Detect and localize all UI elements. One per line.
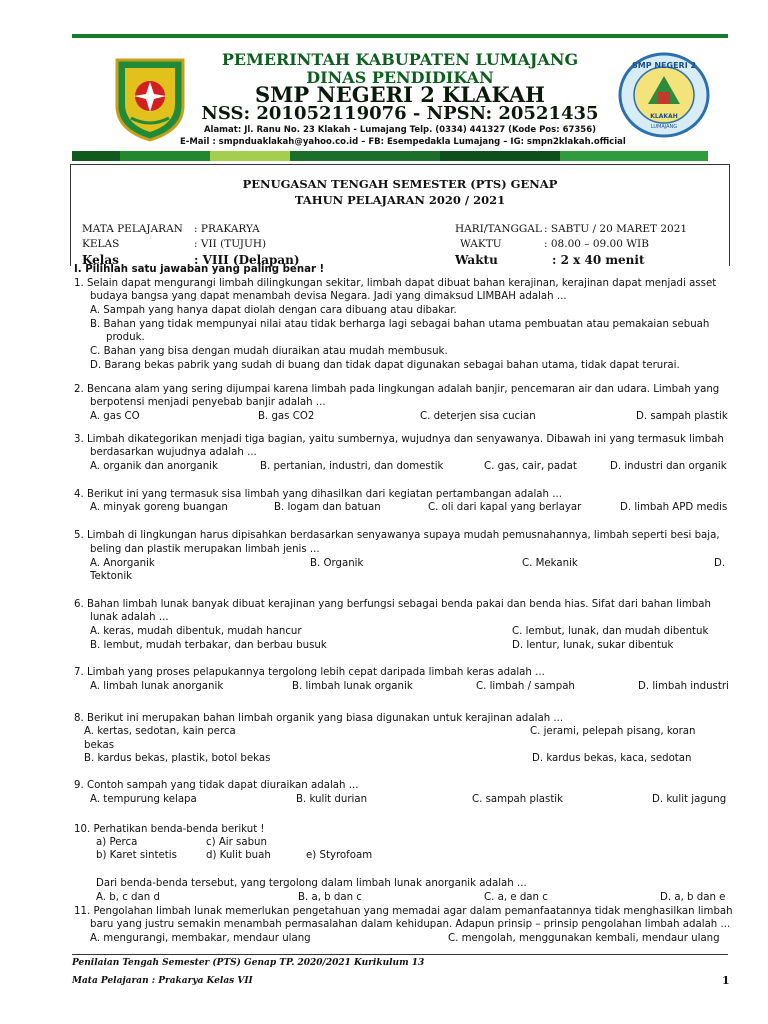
- q6-option-b: B. lembut, mudah terbakar, dan berbau busuk: [90, 640, 327, 651]
- school-name: SMP NEGERI 2 KLAKAH: [254, 82, 545, 107]
- q10-item-b: b) Karet sintetis: [96, 850, 177, 861]
- exam-title: PENUGASAN TENGAH SEMESTER (PTS) GENAP: [242, 177, 558, 191]
- question-1-cont: budaya bangsa yang dapat menambah devisa Negara. Jadi yang dimaksud LIMBAH adalah ...: [90, 291, 567, 302]
- badge-sub-text: LUMAJANG: [650, 124, 678, 130]
- question-5: 5. Limbah di lingkungan harus dipisahkan berdasarkan senyawanya supaya mudah pemusnahannya, limbah seperti besi baja,: [74, 530, 720, 541]
- school-contacts: E-Mail : smpnduaklakah@yahoo.co.id – FB: Esempedakla Lumajang – IG: smpn2klakah.official: [180, 137, 626, 147]
- q8-option-c-cont: bekas: [84, 740, 115, 751]
- q3-option-c: C. gas, cair, padat: [484, 461, 577, 472]
- q10-item-d: d) Kulit buah: [206, 850, 271, 861]
- q3-option-b: B. pertanian, industri, dan domestik: [260, 461, 444, 472]
- school-ids: NSS: 201052119076 - NPSN: 20521435: [201, 103, 599, 124]
- q8-option-d: D. kardus bekas, kaca, sedotan: [532, 753, 692, 764]
- q7-option-d: D. limbah industri: [638, 681, 729, 692]
- q5-option-a: A. Anorganik: [90, 558, 155, 569]
- question-9: 9. Contoh sampah yang tidak dapat diuraikan adalah ...: [74, 780, 359, 791]
- q5-option-d: Tektonik: [90, 571, 133, 582]
- q4-option-b: B. logam dan batuan: [274, 502, 381, 513]
- footer-subject: Mata Pelajaran : Prakarya Kelas VII: [72, 976, 253, 986]
- footer-exam-info: Penilaian Tengah Semester (PTS) Genap TP. 2020/2021 Kurikulum 13: [72, 958, 425, 968]
- lumajang-regency-emblem-icon: [113, 54, 187, 142]
- footer-rule: [72, 954, 728, 955]
- question-10-prompt: Dari benda-benda tersebut, yang tergolong dalam limbah lunak anorganik adalah ...: [96, 878, 527, 889]
- q1-option-d: D. Barang bekas pabrik yang sudah di buang dan tidak dapat digunakan sebagai bahan utama, tidak dapat terurai.: [90, 360, 680, 371]
- q5-option-d-letter: D.: [714, 558, 726, 569]
- class2-value: : VIII (Delapan): [194, 253, 300, 267]
- badge-top-text: SMP NEGERI 2: [631, 61, 697, 70]
- class-label: KELAS: [82, 238, 120, 250]
- q4-option-c: C. oli dari kapal yang berlayar: [428, 502, 582, 513]
- department-name: DINAS PENDIDIKAN: [306, 68, 494, 87]
- q6-option-a: A. keras, mudah dibentuk, mudah hancur: [90, 626, 302, 637]
- q10-item-c: c) Air sabun: [206, 837, 267, 848]
- government-name: PEMERINTAH KABUPATEN LUMAJANG: [221, 50, 579, 69]
- q5-option-c: C. Mekanik: [522, 558, 578, 569]
- q1-option-b-cont: produk.: [106, 332, 145, 343]
- school-address: Alamat: Jl. Ranu No. 23 Klakah - Lumajang Telp. (0334) 441327 (Kode Pos: 67356): [203, 125, 597, 135]
- q5-option-b: B. Organik: [310, 558, 364, 569]
- q2-option-c: C. deterjen sisa cucian: [420, 411, 536, 422]
- time-label: WAKTU: [460, 238, 502, 250]
- q4-option-a: A. minyak goreng buangan: [90, 502, 228, 513]
- q11-option-c: C. mengolah, menggunakan kembali, mendaur ulang: [448, 933, 720, 944]
- question-8: 8. Berikut ini merupakan bahan limbah organik yang biasa digunakan untuk kerajinan adalah ...: [74, 713, 564, 724]
- time-value: : 08.00 – 09.00 WIB: [544, 238, 649, 250]
- q6-option-c: C. lembut, lunak, dan mudah dibentuk: [512, 626, 709, 637]
- subject-value: : PRAKARYA: [194, 223, 260, 235]
- class-value: : VII (TUJUH): [194, 238, 267, 250]
- q10-option-b: B. a, b dan c: [298, 892, 362, 903]
- question-10: 10. Perhatikan benda-benda berikut !: [74, 824, 265, 835]
- q9-option-a: A. tempurung kelapa: [90, 794, 197, 805]
- question-11: 11. Pengolahan limbah lunak memerlukan pengetahuan yang memadai agar dalam pemanfaatannya tidak menghasilkan limbah: [74, 906, 733, 917]
- question-7: 7. Limbah yang proses pelapukannya tergolong lebih cepat daripada limbah keras adalah ...: [74, 667, 545, 678]
- question-6-cont: lunak adalah ...: [90, 612, 169, 623]
- day-label: HARI/TANGGAL: [455, 223, 542, 235]
- question-1: 1. Selain dapat mengurangi limbah dilingkungan sekitar, limbah dapat dibuat bahan kerajinan, kerajinan dapat menjadi asset: [74, 278, 717, 289]
- question-3: 3. Limbah dikategorikan menjadi tiga bagian, yaitu sumbernya, wujudnya dan senyawanya. Dibawah ini yang termasuk limbah: [74, 434, 724, 445]
- instruction: I. Pilihlah satu jawaban yang paling benar !: [74, 264, 325, 275]
- q7-option-c: C. limbah / sampah: [476, 681, 575, 692]
- letterhead-color-bar: [72, 151, 728, 161]
- q4-option-d: D. limbah APD medis: [620, 502, 728, 513]
- q10-item-e: e) Styrofoam: [306, 850, 373, 861]
- q1-option-a: A. Sampah yang hanya dapat diolah dengan cara dibuang atau dibakar.: [90, 305, 457, 316]
- question-5-cont: beling dan plastik merupakan limbah jenis ...: [90, 544, 320, 555]
- q7-option-b: B. limbah lunak organik: [292, 681, 413, 692]
- q8-option-b: B. kardus bekas, plastik, botol bekas: [84, 753, 271, 764]
- q11-option-a: A. mengurangi, membakar, mendaur ulang: [90, 933, 311, 944]
- q2-option-d: D. sampah plastik: [636, 411, 728, 422]
- q8-option-a: A. kertas, sedotan, kain perca: [84, 726, 236, 737]
- question-3-cont: berdasarkan wujudnya adalah ...: [90, 447, 257, 458]
- q9-option-b: B. kulit durian: [296, 794, 368, 805]
- time2-value: : 2 x 40 menit: [552, 253, 645, 267]
- subject-label: MATA PELAJARAN: [82, 223, 183, 235]
- q7-option-a: A. limbah lunak anorganik: [90, 681, 224, 692]
- q10-option-a: A. b, c dan d: [96, 892, 160, 903]
- question-4: 4. Berikut ini yang termasuk sisa limbah yang dihasilkan dari kegiatan pertambangan adalah ...: [74, 489, 562, 500]
- q3-option-a: A. organik dan anorganik: [90, 461, 218, 472]
- school-badge-icon: [618, 52, 710, 138]
- question-2: 2. Bencana alam yang sering dijumpai karena limbah pada lingkungan adalah banjir, pencemaran air dan udara. Limbah yang: [74, 384, 720, 395]
- top-rule: [72, 34, 728, 38]
- q3-option-d: D. industri dan organik: [610, 461, 727, 472]
- q9-option-d: D. kulit jagung: [652, 794, 727, 805]
- day-value: : SABTU / 20 MARET 2021: [544, 223, 688, 235]
- question-11-cont: baru yang justru semakin menambah permasalahan dalam kehidupan. Adapun prinsip – prinsip pengolahan limbah adalah ...: [90, 919, 731, 930]
- page-number: 1: [722, 974, 730, 987]
- q2-option-a: A. gas CO: [90, 411, 140, 422]
- q6-option-d: D. lentur, lunak, sukar dibentuk: [512, 640, 674, 651]
- question-6: 6. Bahan limbah lunak banyak dibuat kerajinan yang berfungsi sebagai benda pakai dan benda hias. Sifat dari bahan limbah: [74, 599, 711, 610]
- q2-option-b: B. gas CO2: [258, 411, 315, 422]
- q10-option-d: D. a, b dan e: [660, 892, 726, 903]
- exam-year: TAHUN PELAJARAN 2020 / 2021: [294, 193, 506, 207]
- badge-bottom-text: KLAKAH: [650, 113, 678, 120]
- class2-label: Kelas: [82, 253, 119, 267]
- q10-option-c: C. a, e dan c: [484, 892, 548, 903]
- question-2-cont: berpotensi menjadi penyebab banjir adalah ...: [90, 397, 326, 408]
- q1-option-c: C. Bahan yang bisa dengan mudah diuraikan atau mudah membusuk.: [90, 346, 448, 357]
- q1-option-b: B. Bahan yang tidak mempunyai nilai atau tidak berharga lagi sebagai bahan utama pembuatan atau pemakaian sebuah: [90, 319, 710, 330]
- time2-label: Waktu: [455, 253, 498, 267]
- q8-option-c: C. jerami, pelepah pisang, koran: [530, 726, 696, 737]
- q10-item-a: a) Perca: [96, 837, 138, 848]
- q9-option-c: C. sampah plastik: [472, 794, 564, 805]
